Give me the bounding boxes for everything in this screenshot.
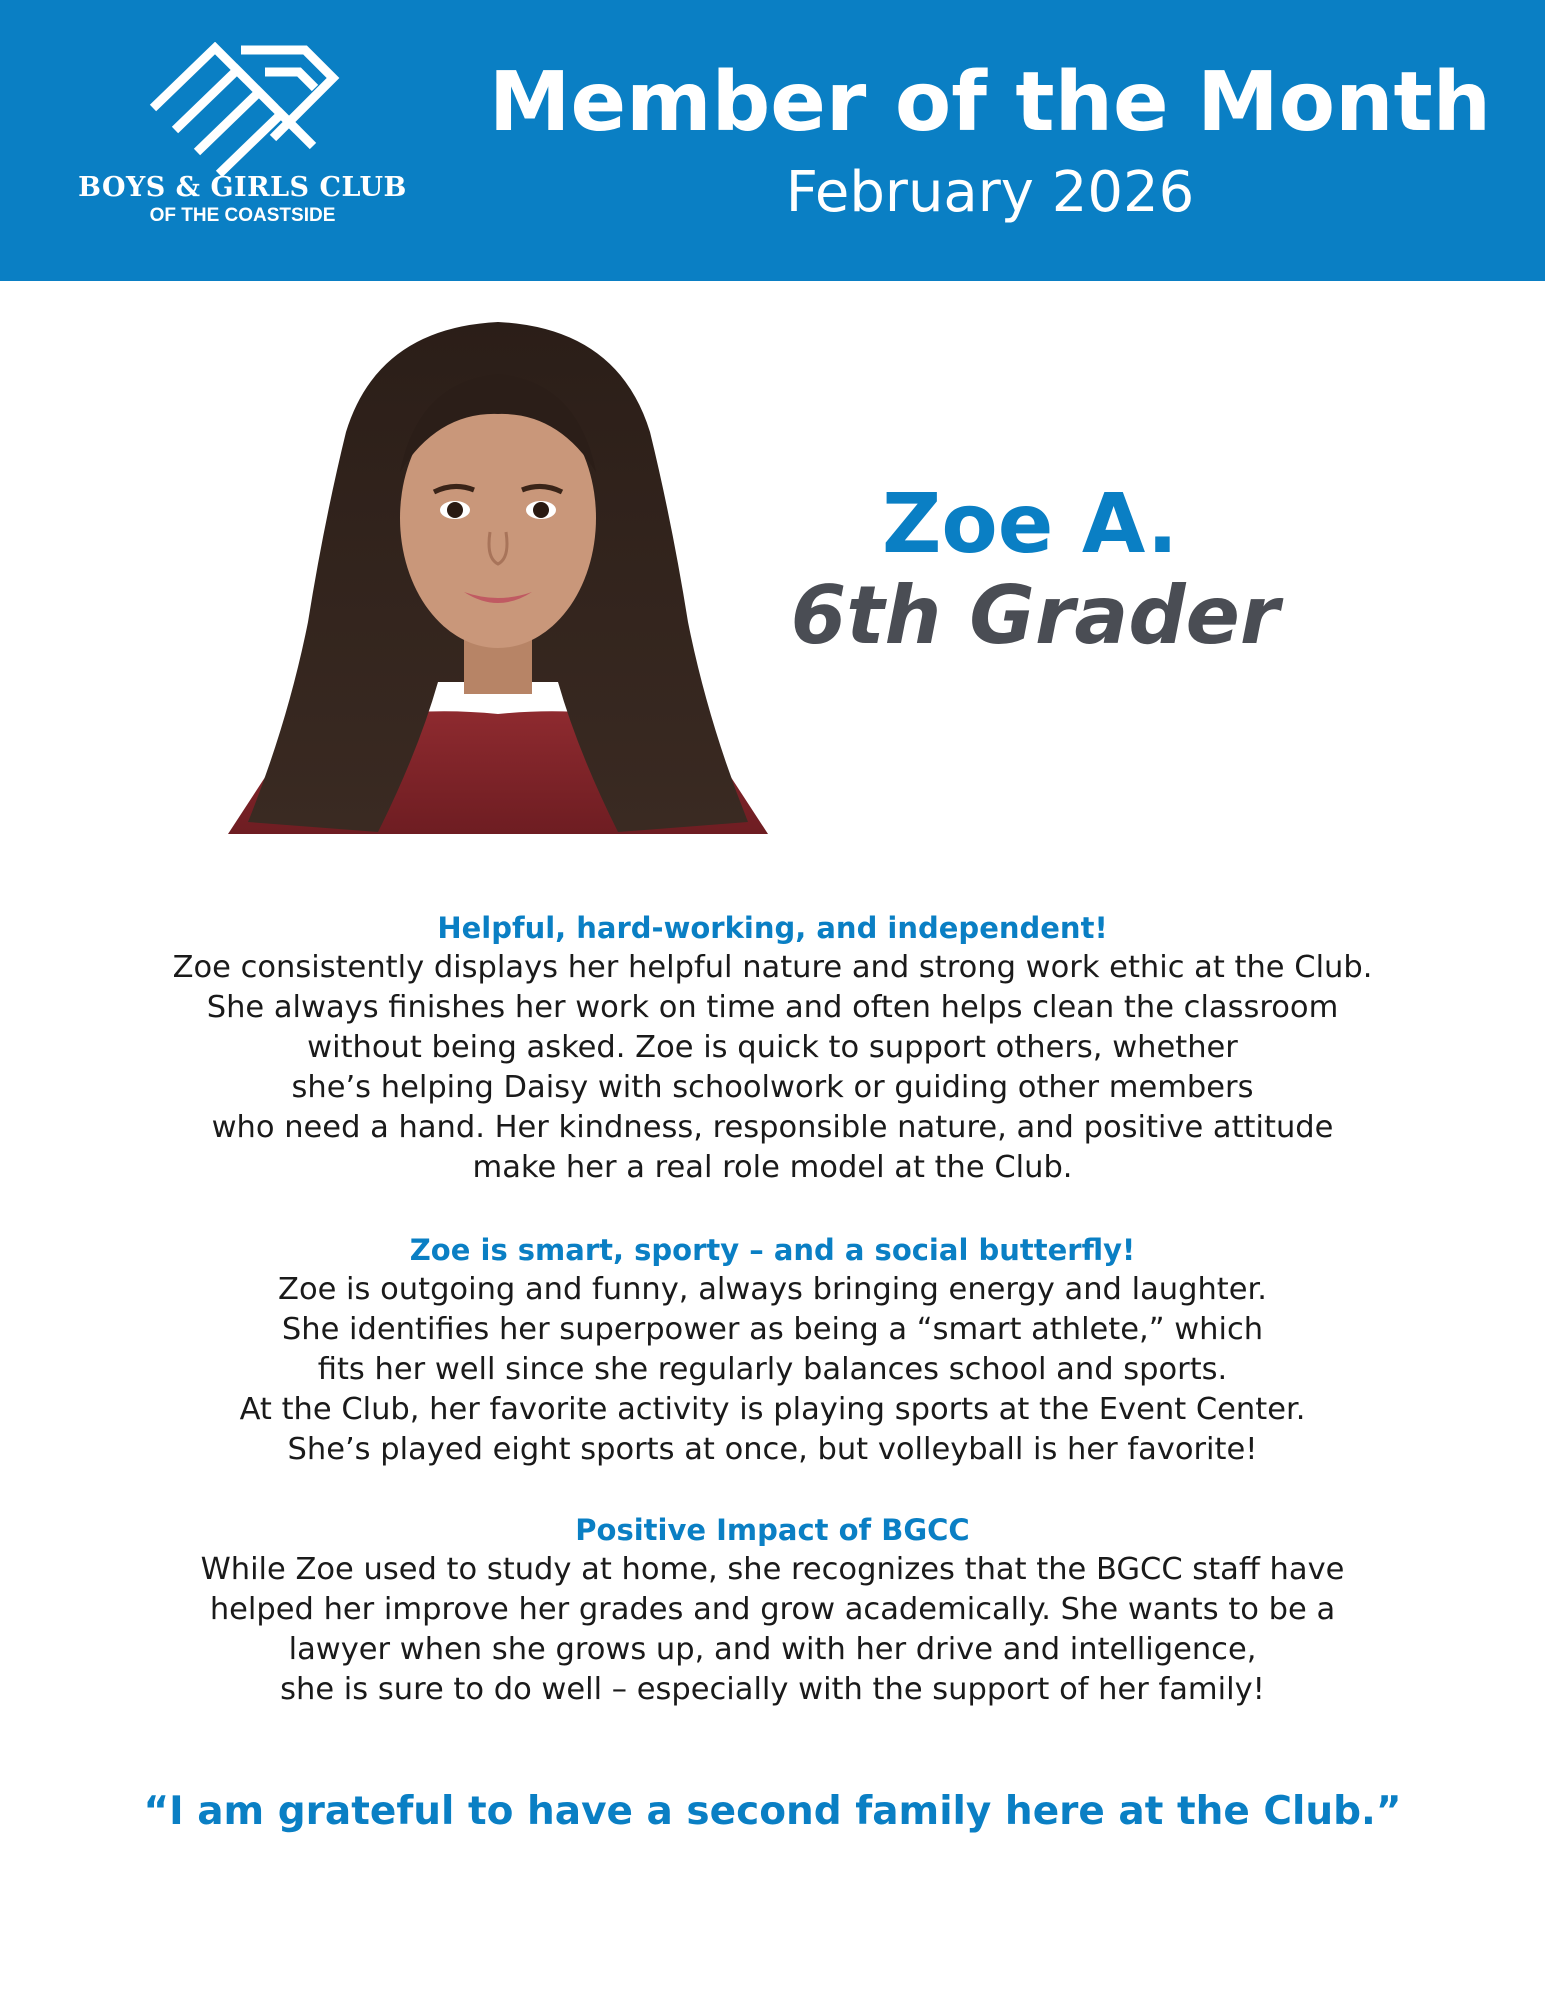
section-line: lawyer when she grows up, and with her drive and intelligence, <box>288 1632 1257 1667</box>
section-line: She’s played eight sports at once, but volleyball is her favorite! <box>287 1432 1258 1467</box>
section-positive-impact <box>60 1510 1485 1710</box>
member-quote: “I am grateful to have a second family here at the Club.” <box>143 1789 1402 1834</box>
section-line: make her a real role model at the Club. <box>472 1150 1073 1185</box>
section-line: Zoe consistently displays her helpful nature and strong work ethic at the Club. <box>172 950 1373 985</box>
section-line: she’s helping Daisy with schoolwork or guiding other members <box>291 1070 1254 1105</box>
page-title: Member of the Month <box>488 55 1492 150</box>
section-heading: Helpful, hard-working, and independent! <box>437 911 1108 945</box>
section-line: without being asked. Zoe is quick to support others, whether <box>307 1030 1238 1065</box>
section-smart-sporty <box>60 1230 1485 1470</box>
section-heading: Zoe is smart, sporty – and a social butterfly! <box>409 1233 1136 1267</box>
section-line: She identifies her superpower as being a “smart athlete,” which <box>281 1312 1264 1347</box>
section-line: she is sure to do well – especially with the support of her family! <box>280 1672 1265 1707</box>
section-line: She always finishes her work on time and often helps clean the classroom <box>206 990 1339 1025</box>
member-name: Zoe A. <box>881 477 1179 572</box>
member-grade: 6th Grader <box>790 569 1280 662</box>
section-line: At the Club, her favorite activity is playing sports at the Event Center. <box>239 1392 1306 1427</box>
section-helpful <box>60 908 1485 1188</box>
header-banner <box>0 0 1545 281</box>
section-line: fits her well since she regularly balances school and sports. <box>317 1352 1228 1387</box>
section-line: While Zoe used to study at home, she recognizes that the BGCC staff have <box>200 1552 1345 1587</box>
section-line: Zoe is outgoing and funny, always bringing energy and laughter. <box>278 1272 1267 1307</box>
section-line: who need a hand. Her kindness, responsible nature, and positive attitude <box>211 1110 1334 1145</box>
club-logo-icon <box>145 42 340 182</box>
month-label: February 2026 <box>785 160 1195 225</box>
organization-name: BOYS & GIRLS CLUB <box>78 172 407 203</box>
member-photo <box>228 322 768 834</box>
section-heading: Positive Impact of BGCC <box>575 1513 970 1547</box>
section-line: helped her improve her grades and grow academically. She wants to be a <box>209 1592 1336 1627</box>
organization-subtitle: OF THE COASTSIDE <box>149 205 336 226</box>
